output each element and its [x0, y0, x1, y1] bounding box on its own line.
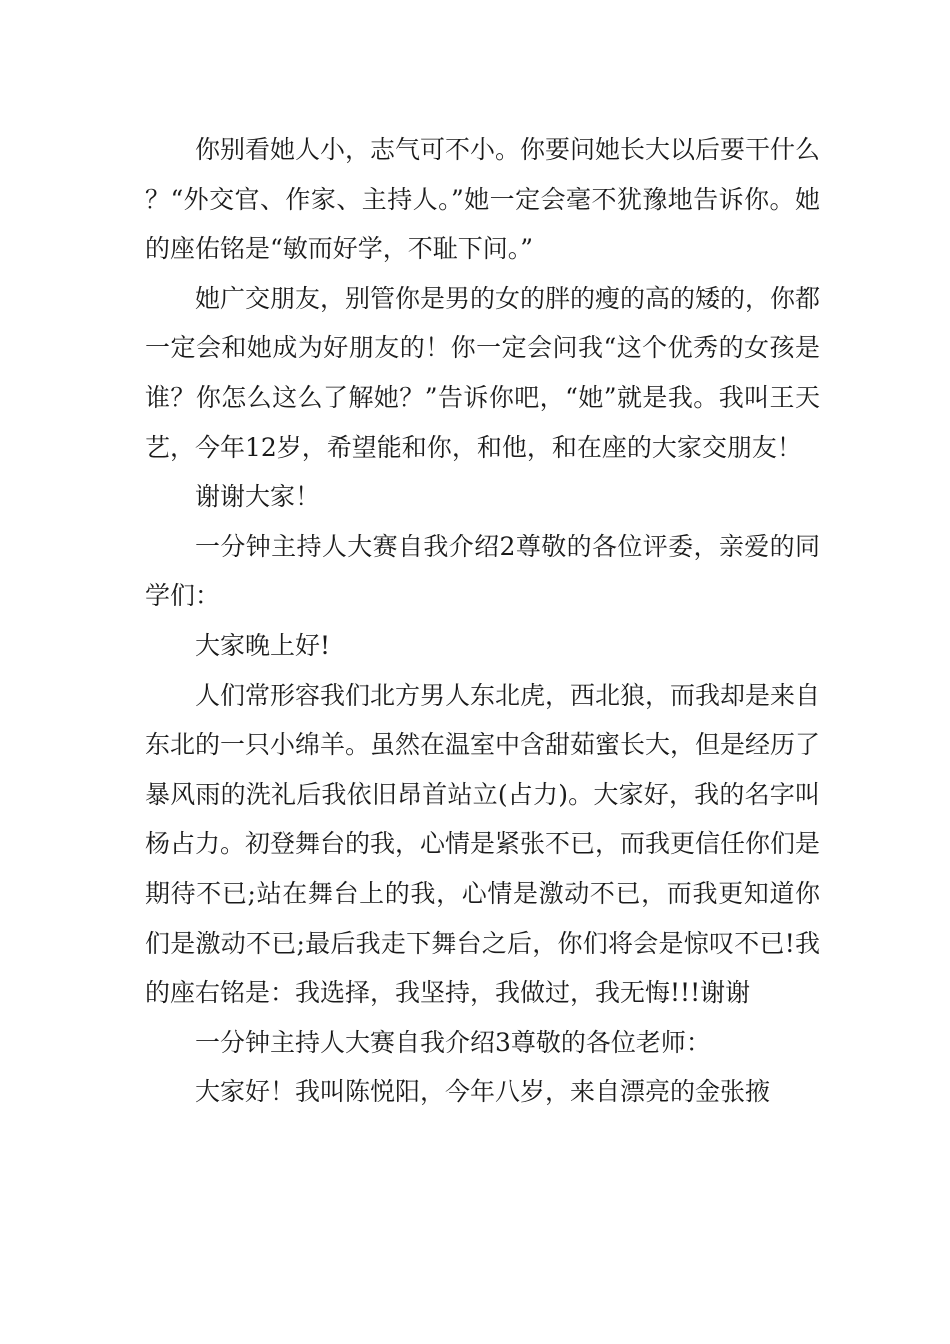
- paragraph-3: 谢谢大家！: [195, 482, 321, 512]
- document-body: [145, 125, 820, 1117]
- paragraph-5: 大家晚上好!: [195, 630, 331, 660]
- paragraph-4: 一分钟主持人大赛自我介绍2尊敬的各位评委，亲爱的同学们：: [145, 531, 820, 611]
- paragraph-6: 人们常形容我们北方男人东北虎，西北狼，而我却是来自东北的一只小绵羊。虽然在温室中含甜茹蜜长大，但是经历了暴风雨的洗礼后我依旧昂首站立(占力)。大家好，我的名字叫杨占力。初登舞台的我，心情是紧张不已，而我更信任你们是期待不已;站在舞台上的我，心情是激动不已，而我更知道你们是激动不已;最后我走下舞台之后，你们将会是惊叹不已!我的座右铭是：我选择，我坚持，我做过，我无悔!!!谢谢: [145, 680, 821, 1008]
- paragraph-2: 她广交朋友，别管你是男的女的胖的瘦的高的矮的，你都一定会和她成为好朋友的！你一定会问我“这个优秀的女孩是谁？你怎么这么了解她？”告诉你吧，“她”就是我。我叫王天艺，今年12岁，希望能和你，和他，和在座的大家交朋友！: [145, 283, 821, 462]
- paragraph-8: 大家好！我叫陈悦阳，今年八岁，来自漂亮的金张掖: [195, 1077, 771, 1107]
- paragraph-1: 你别看她人小，志气可不小。你要问她长大以后要干什么？“外交官、作家、主持人。”她一定会毫不犹豫地告诉你。她的座佑铭是“敏而好学，不耻下问。”: [145, 135, 821, 264]
- paragraph-7: 一分钟主持人大赛自我介绍3尊敬的各位老师：: [195, 1027, 711, 1057]
